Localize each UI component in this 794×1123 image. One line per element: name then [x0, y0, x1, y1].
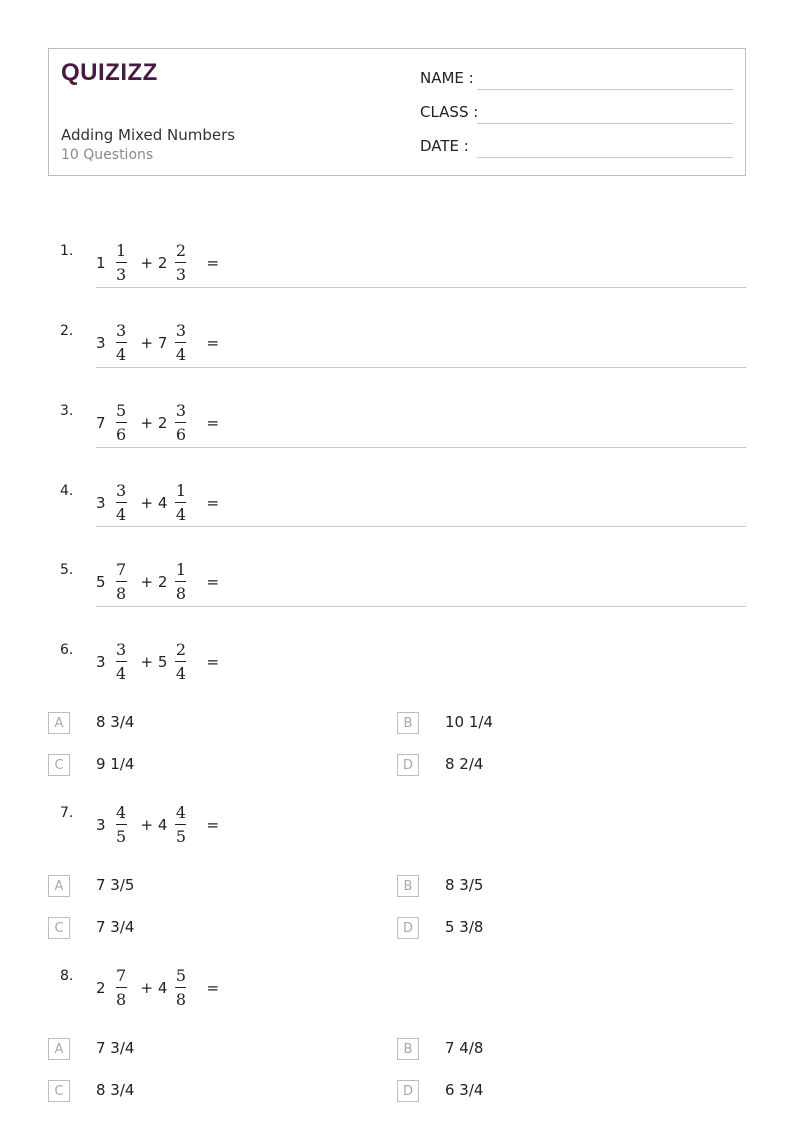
numerator: 4: [115, 803, 127, 822]
option-d-box[interactable]: D: [397, 1080, 419, 1102]
numerator: 3: [175, 321, 187, 340]
question-expression: [96, 321, 219, 364]
equals-sign: =: [206, 253, 220, 272]
worksheet-title: Adding Mixed Numbers: [61, 126, 236, 144]
equals-sign: =: [206, 978, 220, 997]
question-count: 10 Questions: [61, 147, 154, 163]
fraction: [116, 401, 127, 444]
fraction: [175, 640, 186, 683]
denominator: 3: [115, 265, 127, 284]
denominator: 8: [115, 584, 127, 603]
fraction: [116, 241, 127, 284]
question-number: 7.: [60, 805, 74, 821]
whole-number: 2: [96, 978, 106, 997]
numerator: 3: [115, 640, 127, 659]
fraction: [175, 401, 186, 444]
question-number: 3.: [60, 403, 74, 419]
option-b-text: 7 4/8: [445, 1039, 484, 1057]
question-expression: [96, 241, 219, 284]
numerator: 2: [175, 241, 187, 260]
equals-sign: =: [206, 815, 220, 834]
fraction: [175, 241, 186, 284]
option-d-text: 8 2/4: [445, 755, 484, 773]
numerator: 7: [115, 966, 127, 985]
question-expression: [96, 640, 219, 683]
denominator: 4: [175, 505, 187, 524]
option-c-box[interactable]: C: [48, 917, 70, 939]
option-d-box[interactable]: D: [397, 917, 419, 939]
class-field[interactable]: [477, 123, 733, 124]
whole-number: 3: [96, 493, 106, 512]
answer-line[interactable]: [96, 526, 746, 527]
denominator: 5: [175, 827, 187, 846]
question-expression: [96, 560, 219, 603]
option-a-box[interactable]: A: [48, 1038, 70, 1060]
whole-number: 5: [96, 572, 106, 591]
option-c-box[interactable]: C: [48, 1080, 70, 1102]
option-b-text: 8 3/5: [445, 876, 484, 894]
option-d-box[interactable]: D: [397, 754, 419, 776]
numerator: 3: [115, 321, 127, 340]
fraction: [116, 966, 127, 1009]
fraction: [116, 321, 127, 364]
option-d-text: 6 3/4: [445, 1081, 484, 1099]
fraction: [175, 560, 186, 603]
answer-line[interactable]: [96, 447, 746, 448]
denominator: 4: [175, 664, 187, 683]
option-b-text: 10 1/4: [445, 713, 493, 731]
question-expression: [96, 401, 219, 444]
numerator: 5: [115, 401, 127, 420]
question-number: 1.: [60, 243, 74, 259]
answer-line[interactable]: [96, 606, 746, 607]
numerator: 1: [115, 241, 127, 260]
question-number: 5.: [60, 562, 74, 578]
operator: + 2: [140, 413, 168, 432]
question-expression: [96, 966, 219, 1009]
class-label: CLASS :: [420, 103, 479, 121]
fraction: [175, 966, 186, 1009]
whole-number: 3: [96, 652, 106, 671]
operator: + 2: [140, 572, 168, 591]
equals-sign: =: [206, 493, 220, 512]
name-label: NAME :: [420, 69, 474, 87]
equals-sign: =: [206, 652, 220, 671]
option-c-text: 7 3/4: [96, 918, 135, 936]
numerator: 1: [175, 560, 187, 579]
denominator: 8: [115, 990, 127, 1009]
worksheet-header: [48, 48, 746, 176]
whole-number: 7: [96, 413, 106, 432]
equals-sign: =: [206, 572, 220, 591]
fraction: [116, 481, 127, 524]
option-c-text: 8 3/4: [96, 1081, 135, 1099]
operator: + 5: [140, 652, 168, 671]
fraction: [116, 560, 127, 603]
whole-number: 1: [96, 253, 106, 272]
denominator: 6: [115, 425, 127, 444]
denominator: 4: [115, 345, 127, 364]
whole-number: 3: [96, 815, 106, 834]
question-expression: [96, 803, 219, 846]
whole-number: 3: [96, 333, 106, 352]
denominator: 8: [175, 990, 187, 1009]
option-a-text: 7 3/5: [96, 876, 135, 894]
operator: + 4: [140, 978, 168, 997]
fraction: [175, 803, 186, 846]
operator: + 4: [140, 815, 168, 834]
question-number: 4.: [60, 483, 74, 499]
option-a-text: 8 3/4: [96, 713, 135, 731]
quizizz-logo: QUIZIZZ: [61, 59, 158, 86]
option-a-box[interactable]: A: [48, 875, 70, 897]
fraction: [116, 803, 127, 846]
answer-line[interactable]: [96, 367, 746, 368]
equals-sign: =: [206, 333, 220, 352]
date-label: DATE :: [420, 137, 469, 155]
question-number: 2.: [60, 323, 74, 339]
numerator: 4: [175, 803, 187, 822]
operator: + 4: [140, 493, 168, 512]
numerator: 2: [175, 640, 187, 659]
equals-sign: =: [206, 413, 220, 432]
question-number: 6.: [60, 642, 74, 658]
denominator: 6: [175, 425, 187, 444]
question-expression: [96, 481, 219, 524]
denominator: 4: [175, 345, 187, 364]
operator: + 7: [140, 333, 168, 352]
option-d-text: 5 3/8: [445, 918, 484, 936]
option-a-text: 7 3/4: [96, 1039, 135, 1057]
fraction: [175, 481, 186, 524]
name-field[interactable]: [477, 89, 733, 90]
date-field[interactable]: [477, 157, 733, 158]
fraction: [175, 321, 186, 364]
denominator: 8: [175, 584, 187, 603]
operator: + 2: [140, 253, 168, 272]
numerator: 7: [115, 560, 127, 579]
option-b-box[interactable]: B: [397, 1038, 419, 1060]
fraction: [116, 640, 127, 683]
denominator: 4: [115, 664, 127, 683]
option-c-box[interactable]: C: [48, 754, 70, 776]
numerator: 1: [175, 481, 187, 500]
option-b-box[interactable]: B: [397, 712, 419, 734]
denominator: 3: [175, 265, 187, 284]
numerator: 5: [175, 966, 187, 985]
option-a-box[interactable]: A: [48, 712, 70, 734]
denominator: 5: [115, 827, 127, 846]
numerator: 3: [115, 481, 127, 500]
denominator: 4: [115, 505, 127, 524]
question-number: 8.: [60, 968, 74, 984]
option-c-text: 9 1/4: [96, 755, 135, 773]
option-b-box[interactable]: B: [397, 875, 419, 897]
numerator: 3: [175, 401, 187, 420]
answer-line[interactable]: [96, 287, 746, 288]
